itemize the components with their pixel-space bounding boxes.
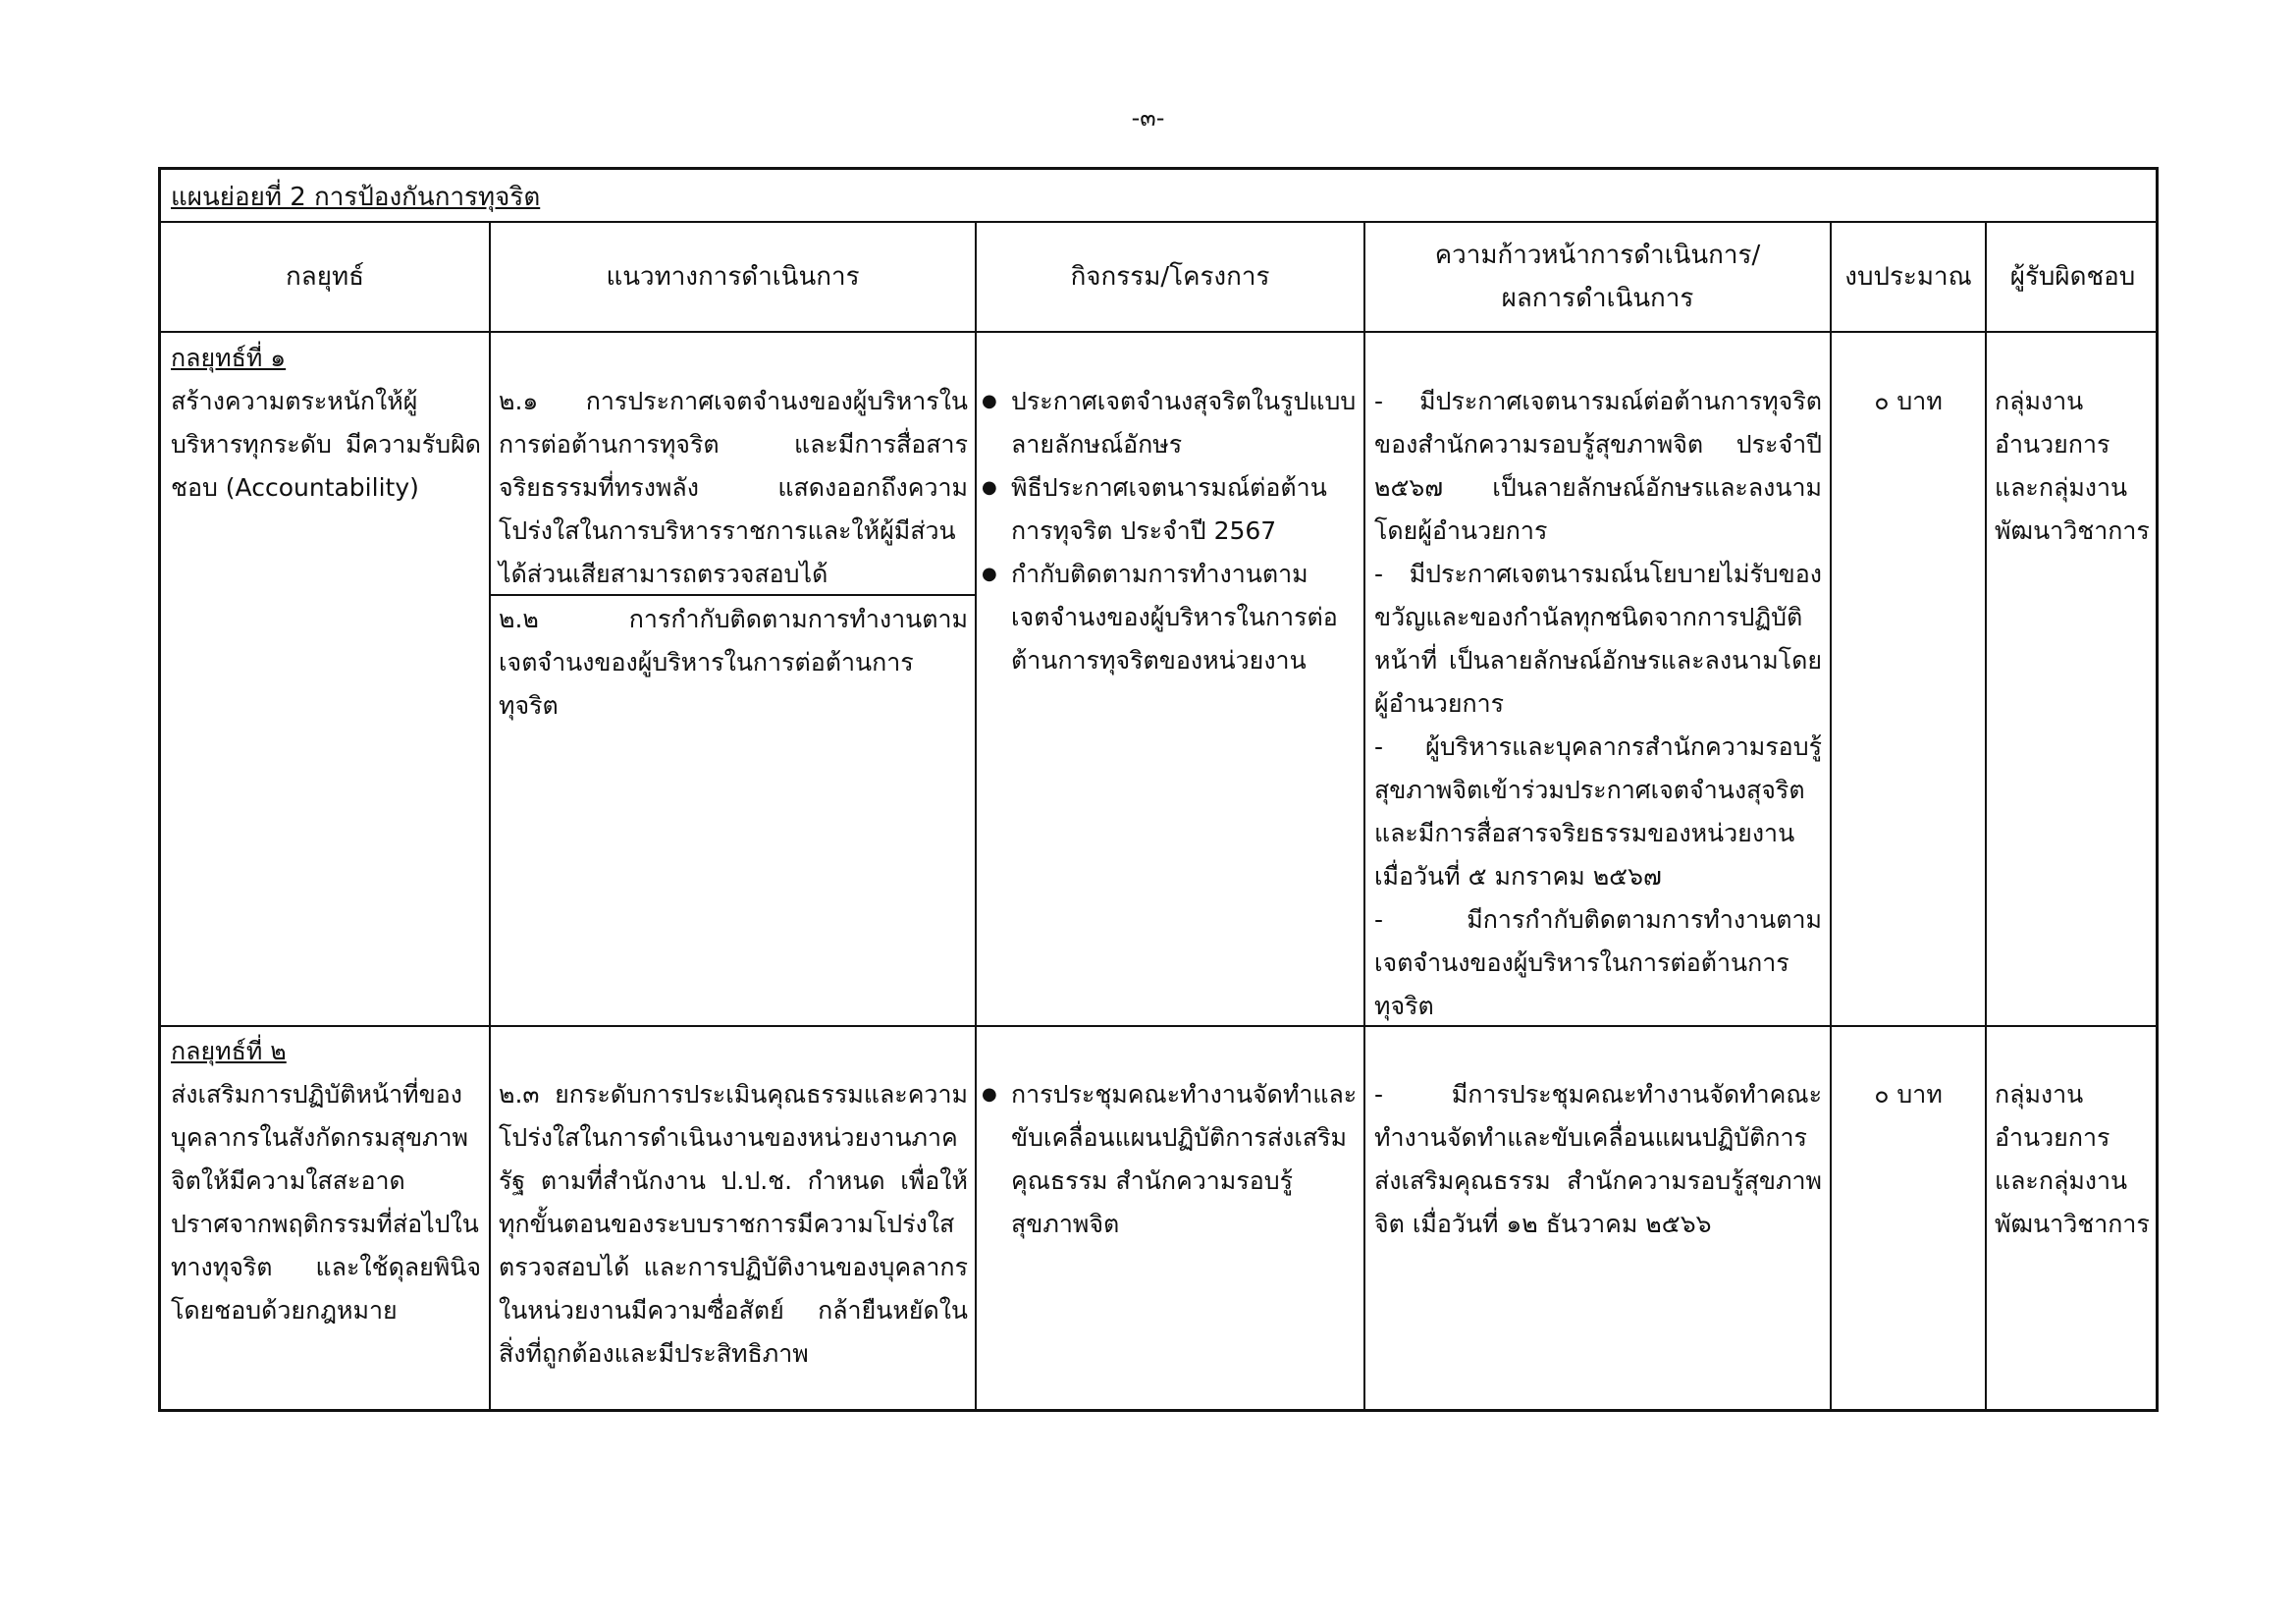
- row2-responsible: กลุ่มงานอำนวยการและกลุ่มงานพัฒนาวิชาการ: [1995, 1080, 2150, 1238]
- progress-item: - มีประกาศเจตนารมณ์นโยบายไม่รับของขวัญและของกำนัลทุกชนิดจากการปฏิบัติหน้าที่ เป็นลายลักษณ์อักษรและลงนามโดยผู้อำนวยการ: [1374, 560, 1822, 718]
- header-progress-line2: ผลการดำเนินการ: [1501, 284, 1694, 313]
- row1-strategy-title: กลยุทธ์ที่ ๑: [171, 344, 287, 372]
- row1-strategy-text: สร้างความตระหนักให้ผู้บริหารทุกระดับ มีความรับผิดชอบ (Accountability): [171, 387, 481, 502]
- header-progress: [1365, 223, 1830, 331]
- row1-progress: [1374, 380, 1822, 1028]
- plan-table: [158, 167, 2159, 1412]
- column-divider: [1363, 221, 1365, 1409]
- list-item: ● พิธีประกาศเจตนารมณ์ต่อต้านการทุจริต ประจำปี 2567: [982, 466, 1359, 553]
- header-approach: แนวทางการดำเนินการ: [606, 262, 860, 292]
- row2-activities: [982, 1073, 1359, 1246]
- list-item: ● การประชุมคณะทำงานจัดทำและขับเคลื่อนแผนปฏิบัติการส่งเสริมคุณธรรม สำนักความรอบรู้สุขภาพจิต: [982, 1073, 1359, 1246]
- list-item: ● ประกาศเจตจำนงสุจริตในรูปแบบลายลักษณ์อักษร: [982, 380, 1359, 466]
- progress-item: - ผู้บริหารและบุคลากรสำนักความรอบรู้สุขภาพจิตเข้าร่วมประกาศเจตจำนงสุจริตและมีการสื่อสารจริยธรรมของหน่วยงานเมื่อวันที่ ๕ มกราคม ๒๕๖๗: [1374, 732, 1822, 891]
- header-budget: งบประมาณ: [1844, 262, 1972, 292]
- header-divider: [161, 331, 2156, 333]
- row2-approach-1: ๒.๓ ยกระดับการประเมินคุณธรรมและความโปร่งใสในการดำเนินงานของหน่วยงานภาครัฐ ตามที่สำนักงาน ป.ป.ช. กำหนด เพื่อให้ทุกขั้นตอนของระบบราชการมีความโปร่งใส ตรวจสอบได้ และการปฏิบัติงานของบุคลากรในหน่วยงานมีความซื่อสัตย์ กล้ายืนหยัดในสิ่งที่ถูกต้องและมีประสิทธิภาพ: [499, 1080, 968, 1368]
- list-item: ● กำกับติดตามการทำงานตามเจตจำนงของผู้บริหารในการต่อต้านการทุจริตของหน่วยงาน: [982, 553, 1359, 682]
- row-divider: [161, 1025, 2156, 1027]
- header-responsible: ผู้รับผิดชอบ: [2009, 262, 2136, 292]
- progress-item: - มีการประชุมคณะทำงานจัดทำคณะทำงานจัดทำและขับเคลื่อนแผนปฏิบัติการส่งเสริมคุณธรรม สำนักความรอบรู้สุขภาพจิต เมื่อวันที่ ๑๒ ธันวาคม ๒๕๖๖: [1374, 1080, 1822, 1238]
- column-divider: [1985, 221, 1987, 1409]
- row1-approach-1: ๒.๑ การประกาศเจตจำนงของผู้บริหารในการต่อต้านการทุจริต และมีการสื่อสารจริยธรรมที่ทรงพลัง แสดงออกถึงความโปร่งใสในการบริหารราชการและให้ผู้มีส่วนได้ส่วนเสียสามารถตรวจสอบได้: [499, 387, 968, 588]
- row1-strategy: [171, 337, 481, 510]
- row2-strategy: [171, 1030, 481, 1332]
- header-progress-line1: ความก้าวหน้าการดำเนินการ/: [1434, 241, 1761, 270]
- progress-item: - มีประกาศเจตนารมณ์ต่อต้านการทุจริตของสำนักความรอบรู้สุขภาพจิต ประจำปี ๒๕๖๗ เป็นลายลักษณ์อักษรและลงนามโดยผู้อำนวยการ: [1374, 387, 1822, 545]
- header-activity: กิจกรรม/โครงการ: [1070, 262, 1270, 292]
- progress-item: - มีการกำกับติดตามการทำงานตามเจตจำนงของผู้บริหารในการต่อต้านการทุจริต: [1374, 905, 1822, 1020]
- approach-subdivider: [491, 594, 975, 596]
- row2-budget: ๐ บาท: [1874, 1080, 1943, 1109]
- column-divider: [489, 221, 491, 1409]
- row1-activities: [982, 380, 1359, 682]
- row1-budget: ๐ บาท: [1874, 387, 1943, 415]
- row2-progress: [1374, 1073, 1822, 1246]
- row2-strategy-title: กลยุทธ์ที่ ๒: [171, 1037, 287, 1065]
- page-number: -๓-: [1131, 104, 1165, 132]
- row1-approach-2: ๒.๒ การกำกับติดตามการทำงานตามเจตจำนงของผู้บริหารในการต่อต้านการทุจริต: [499, 605, 968, 720]
- row2-strategy-text: ส่งเสริมการปฏิบัติหน้าที่ของบุคลากรในสังกัดกรมสุขภาพจิตให้มีความใสสะอาด ปราศจากพฤติกรรมที่ส่อไปในทางทุจริต และใช้ดุลยพินิจโดยชอบด้วยกฎหมาย: [171, 1080, 481, 1325]
- row1-responsible: กลุ่มงานอำนวยการและกลุ่มงานพัฒนาวิชาการ: [1995, 387, 2150, 545]
- column-divider: [975, 221, 977, 1409]
- header-strategy: กลยุทธ์: [286, 262, 364, 292]
- table-title: แผนย่อยที่ 2 การป้องกันการทุจริต: [171, 183, 541, 212]
